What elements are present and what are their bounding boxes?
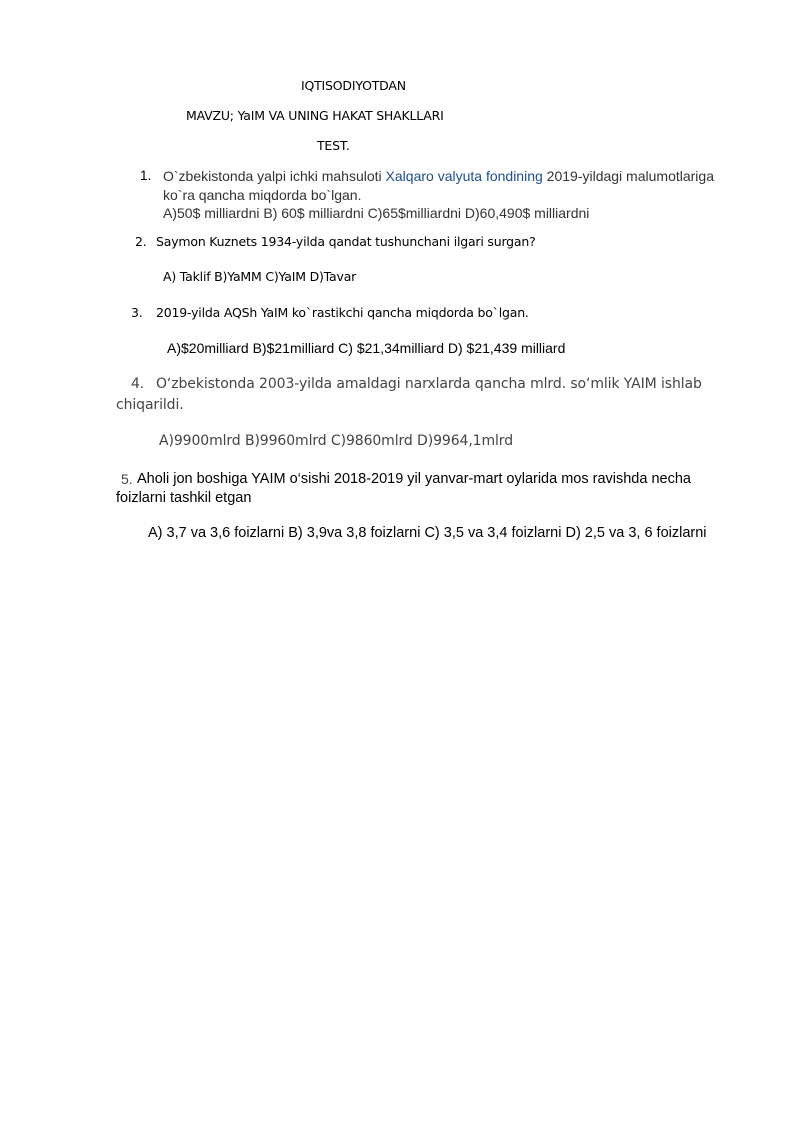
question-5-text-line2: foizlarni tashkil etgan <box>116 490 252 506</box>
doc-topic: MAVZU; YaIM VA UNING HAKAT SHAKLLARI <box>186 108 444 123</box>
question-2-answers: A) Taklif B)YaMM C)YaIM D)Tavar <box>163 269 357 284</box>
doc-test-label: TEST. <box>317 138 350 153</box>
question-5-number: 5. <box>121 471 133 487</box>
question-4-text: O‘zbekistonda 2003-yilda amaldagi narxlarda qancha mlrd. so‘mlik YAIM ishlab <box>156 376 702 392</box>
question-3-number: 3. <box>131 305 143 320</box>
question-4-text-line2: chiqarildi. <box>116 397 184 413</box>
question-1-text <box>163 168 714 184</box>
question-1-text-line2: ko`ra qancha miqdorda bo`lgan. <box>163 187 362 203</box>
question-1-text-start: O`zbekistonda yalpi ichki mahsuloti <box>163 168 386 184</box>
question-4-answers: A)9900mlrd B)9960mlrd C)9860mlrd D)9964,1mlrd <box>159 433 514 449</box>
question-2-text: Saymon Kuznets 1934-yilda qandat tushunchani ilgari surgan? <box>156 234 536 249</box>
doc-heading: IQTISODIYOTDAN <box>301 78 406 93</box>
question-1-link-text: Xalqaro valyuta fondining <box>385 168 543 184</box>
question-1-answers: A)50$ milliardni B) 60$ milliardni C)65$milliardni D)60,490$ milliardni <box>163 205 590 221</box>
question-1-text-end: 2019-yildagi malumotlariga <box>542 168 714 184</box>
question-2-number: 2. <box>135 234 147 249</box>
question-1-number: 1. <box>140 168 152 183</box>
question-4-number: 4. <box>131 376 145 392</box>
question-3-answers: A)$20milliard B)$21milliard C) $21,34milliard D) $21,439 milliard <box>167 340 566 356</box>
question-3-text: 2019-yilda AQSh YaIM ko`rastikchi qancha miqdorda bo`lgan. <box>156 305 529 320</box>
question-5-answers: A) 3,7 va 3,6 foizlarni B) 3,9va 3,8 foizlarni C) 3,5 va 3,4 foizlarni D) 2,5 va 3, 6 foizlarni <box>148 525 707 541</box>
question-5-text: Aholi jon boshiga YAIM o‘sishi 2018-2019 yil yanvar-mart oylarida mos ravishda necha <box>137 471 691 487</box>
